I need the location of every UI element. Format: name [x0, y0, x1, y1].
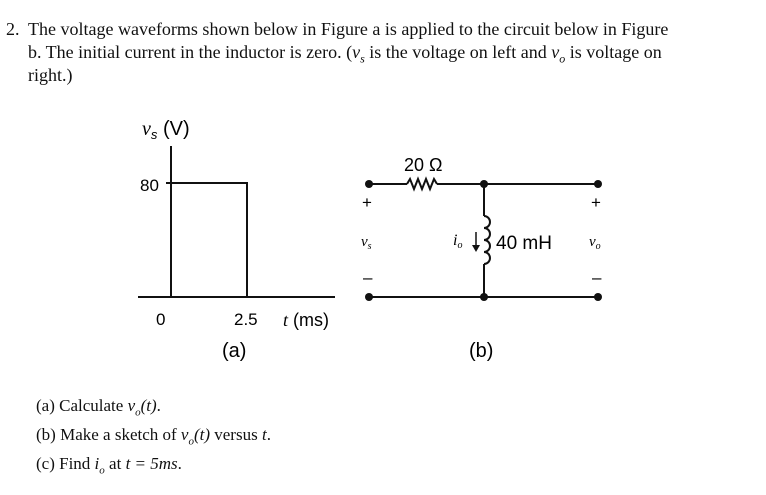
waveform-pulse [171, 183, 247, 297]
minus-right: – [592, 268, 602, 287]
plus-left: + [362, 193, 372, 212]
caption-a: (a) [222, 340, 247, 362]
x-origin-label: 0 [156, 310, 166, 329]
waveform-plot [138, 146, 335, 297]
terminal-bottom-right [594, 293, 602, 301]
problem-line-3: right.) [28, 65, 73, 85]
inductor-label: 40 mH [496, 233, 552, 254]
vs-label: $v_s$ [361, 234, 372, 252]
node-top [480, 180, 488, 188]
x-tick-label: 2.5 [234, 310, 258, 329]
circuit [369, 179, 598, 297]
terminal-top-left [365, 180, 373, 188]
current-arrow-head [472, 245, 480, 252]
problem-line-2: b. The initial current in the inductor is zero. ($v_s$ is the voltage on left and $v_o$ is voltage on [28, 42, 662, 66]
question-b: (b) Make a sketch of $v_o(t)$ versus t. [36, 425, 271, 448]
resistor-symbol [407, 179, 437, 189]
node-bottom [480, 293, 488, 301]
inductor-coil [484, 216, 490, 264]
resistor-label: 20 Ω [404, 155, 443, 175]
question-c: (c) Find $i_o$ at t = 5ms. [36, 454, 182, 477]
x-axis-label: t (ms) [283, 310, 329, 330]
vo-label: $v_o$ [589, 234, 601, 252]
plus-right: + [591, 193, 601, 212]
problem-number: 2. [6, 19, 20, 39]
minus-left: – [363, 268, 373, 287]
io-label: io [453, 232, 463, 251]
y-axis-label: $v_s$ (V) [142, 118, 190, 142]
problem-line-1: The voltage waveforms shown below in Figure a is applied to the circuit below in Figure [28, 19, 669, 39]
y-tick-label: 80 [140, 176, 159, 195]
terminal-top-right [594, 180, 602, 188]
terminal-bottom-left [365, 293, 373, 301]
question-a: (a) Calculate $v_o(t)$. [36, 396, 161, 419]
caption-b: (b) [469, 340, 494, 362]
